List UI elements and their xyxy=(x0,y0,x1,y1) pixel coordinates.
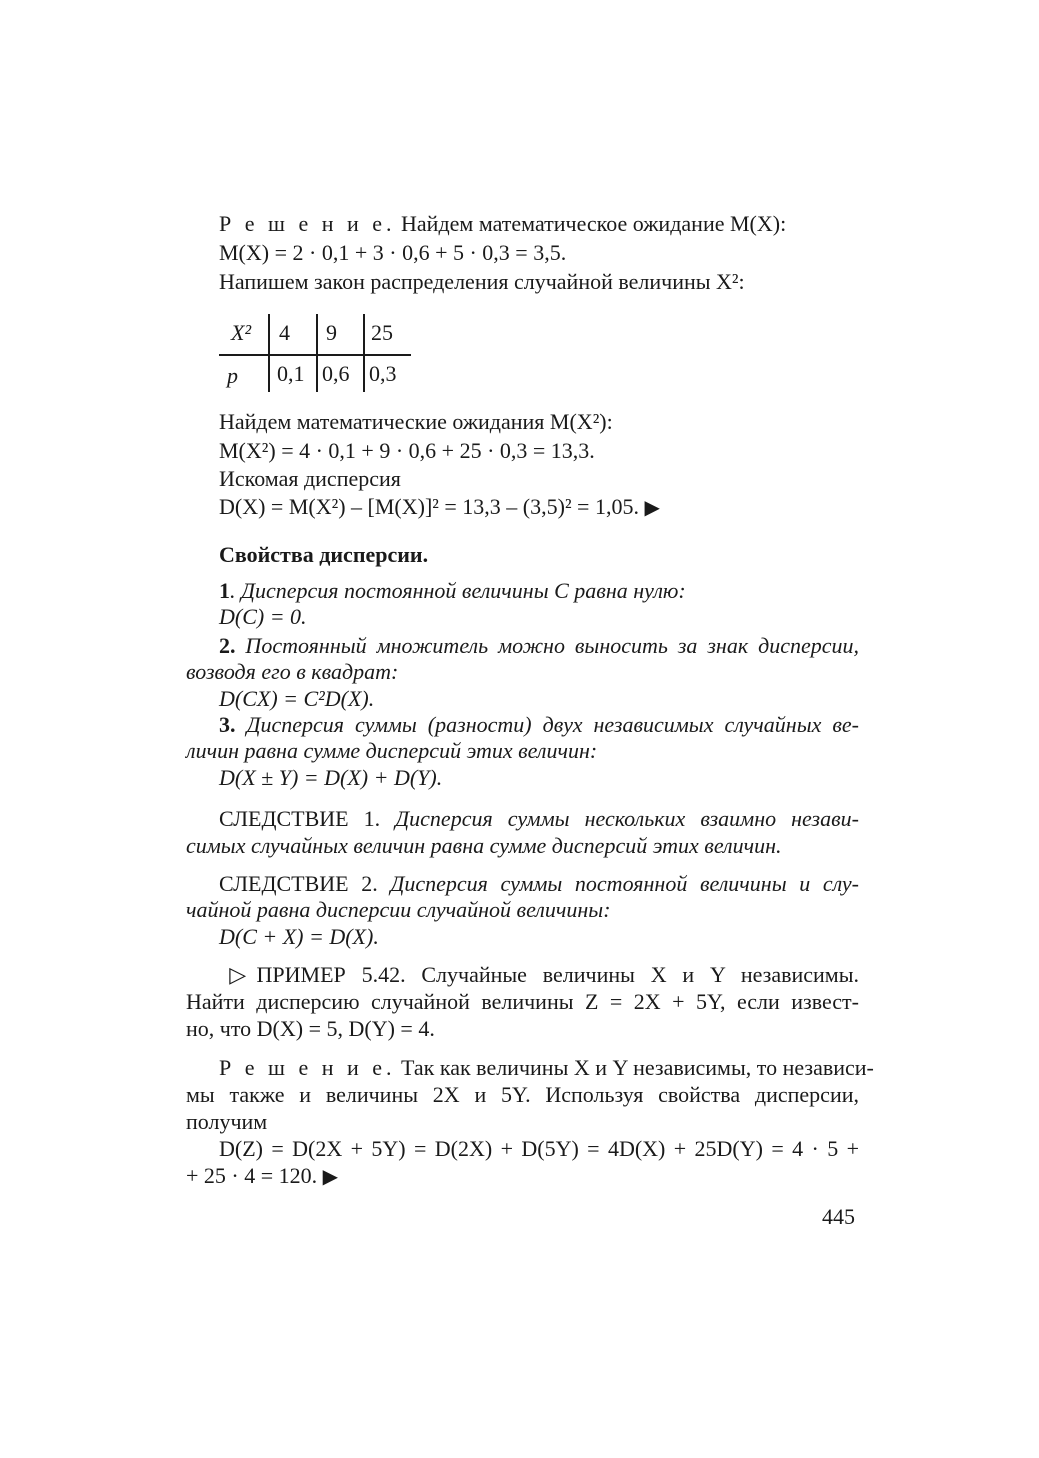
property-1: 1. Дисперсия постоянной величины C равна нулю: xyxy=(219,578,686,603)
property-2-line-2: возводя его в квадрат: xyxy=(186,659,399,684)
solution-text: Найдем математическое ожидание M(X): xyxy=(395,211,787,236)
corollary-1-line-1: СЛЕДСТВИЕ 1. Дисперсия суммы нескольких взаимно незави- xyxy=(219,806,859,831)
table-cell: 9 xyxy=(326,320,337,345)
distribution-table xyxy=(219,314,411,394)
distribution-intro: Напишем закон распределения случайной величины X²: xyxy=(219,269,745,294)
table-cell: 25 xyxy=(371,320,393,345)
solution-line-1 xyxy=(219,211,786,237)
table-cell: 0,6 xyxy=(322,361,350,386)
example-line-1: ▷ПРИМЕР 5.42. Случайные величины X и Y независимы. xyxy=(219,962,860,987)
solution-2-formula-1: D(Z) = D(2X + 5Y) = D(2X) + D(5Y) = 4D(X) + 25D(Y) = 4 · 5 + xyxy=(219,1136,859,1161)
page-number: 445 xyxy=(822,1204,855,1229)
solution-2-line-2: мы также и величины 2X и 5Y. Используя свойства дисперсии, xyxy=(186,1082,859,1107)
solution-2-line-3: получим xyxy=(186,1109,268,1134)
table-cell: 4 xyxy=(279,320,290,345)
example-line-3: но, что D(X) = 5, D(Y) = 4. xyxy=(186,1016,435,1041)
property-3-line-2: личин равна сумме дисперсий этих величин: xyxy=(186,738,598,763)
table-cell: 0,3 xyxy=(369,361,397,386)
variance-formula: D(X) = M(X²) – [M(X)]² = 13,3 – (3,5)² = 1,05. ▶ xyxy=(219,494,660,519)
end-of-solution-icon: ▶ xyxy=(322,1166,339,1188)
example-marker-icon: ▷ xyxy=(219,962,257,987)
table-header-x2: X² xyxy=(231,320,252,345)
solution-label: Р е ш е н и е. xyxy=(219,211,396,236)
expectation-x2-formula: M(X²) = 4 · 0,1 + 9 · 0,6 + 25 · 0,3 = 13,3. xyxy=(219,438,595,463)
variance-intro: Искомая дисперсия xyxy=(219,466,401,491)
properties-heading: Свойства дисперсии. xyxy=(219,542,429,567)
expectation-formula: M(X) = 2 · 0,1 + 3 · 0,6 + 5 · 0,3 = 3,5. xyxy=(219,240,567,265)
expectation-x2-intro: Найдем математические ожидания M(X²): xyxy=(219,409,613,434)
table-header-p: p xyxy=(227,363,238,388)
table-divider xyxy=(363,314,365,392)
table-divider xyxy=(316,314,318,392)
table-cell: 0,1 xyxy=(277,361,305,386)
corollary-2-line-1: СЛЕДСТВИЕ 2. Дисперсия суммы постоянной величины и слу- xyxy=(219,871,860,896)
end-of-solution-icon: ▶ xyxy=(644,497,660,519)
property-2-formula: D(CX) = C²D(X). xyxy=(219,686,375,711)
example-line-2: Найти дисперсию случайной величины Z = 2X + 5Y, если извест- xyxy=(186,989,859,1014)
solution-2-formula-2: + 25 · 4 = 120. ▶ xyxy=(186,1163,339,1188)
corollary-2-line-2: чайной равна дисперсии случайной величины: xyxy=(186,897,611,922)
solution-2-line-1: Р е ш е н и е. Так как величины X и Y независимы, то независи- xyxy=(219,1055,874,1080)
property-3-line-1: 3. Дисперсия суммы (разности) двух независимых случайных ве- xyxy=(219,712,859,737)
corollary-1-line-2: симых случайных величин равна сумме дисперсий этих величин. xyxy=(186,833,782,858)
corollary-2-formula: D(C + X) = D(X). xyxy=(219,924,379,949)
property-2-line-1: 2. Постоянный множитель можно выносить за знак дисперсии, xyxy=(219,633,859,658)
property-1-formula: D(C) = 0. xyxy=(219,604,307,629)
property-3-formula: D(X ± Y) = D(X) + D(Y). xyxy=(219,765,443,790)
table-divider xyxy=(268,314,270,392)
table-divider xyxy=(219,354,411,356)
